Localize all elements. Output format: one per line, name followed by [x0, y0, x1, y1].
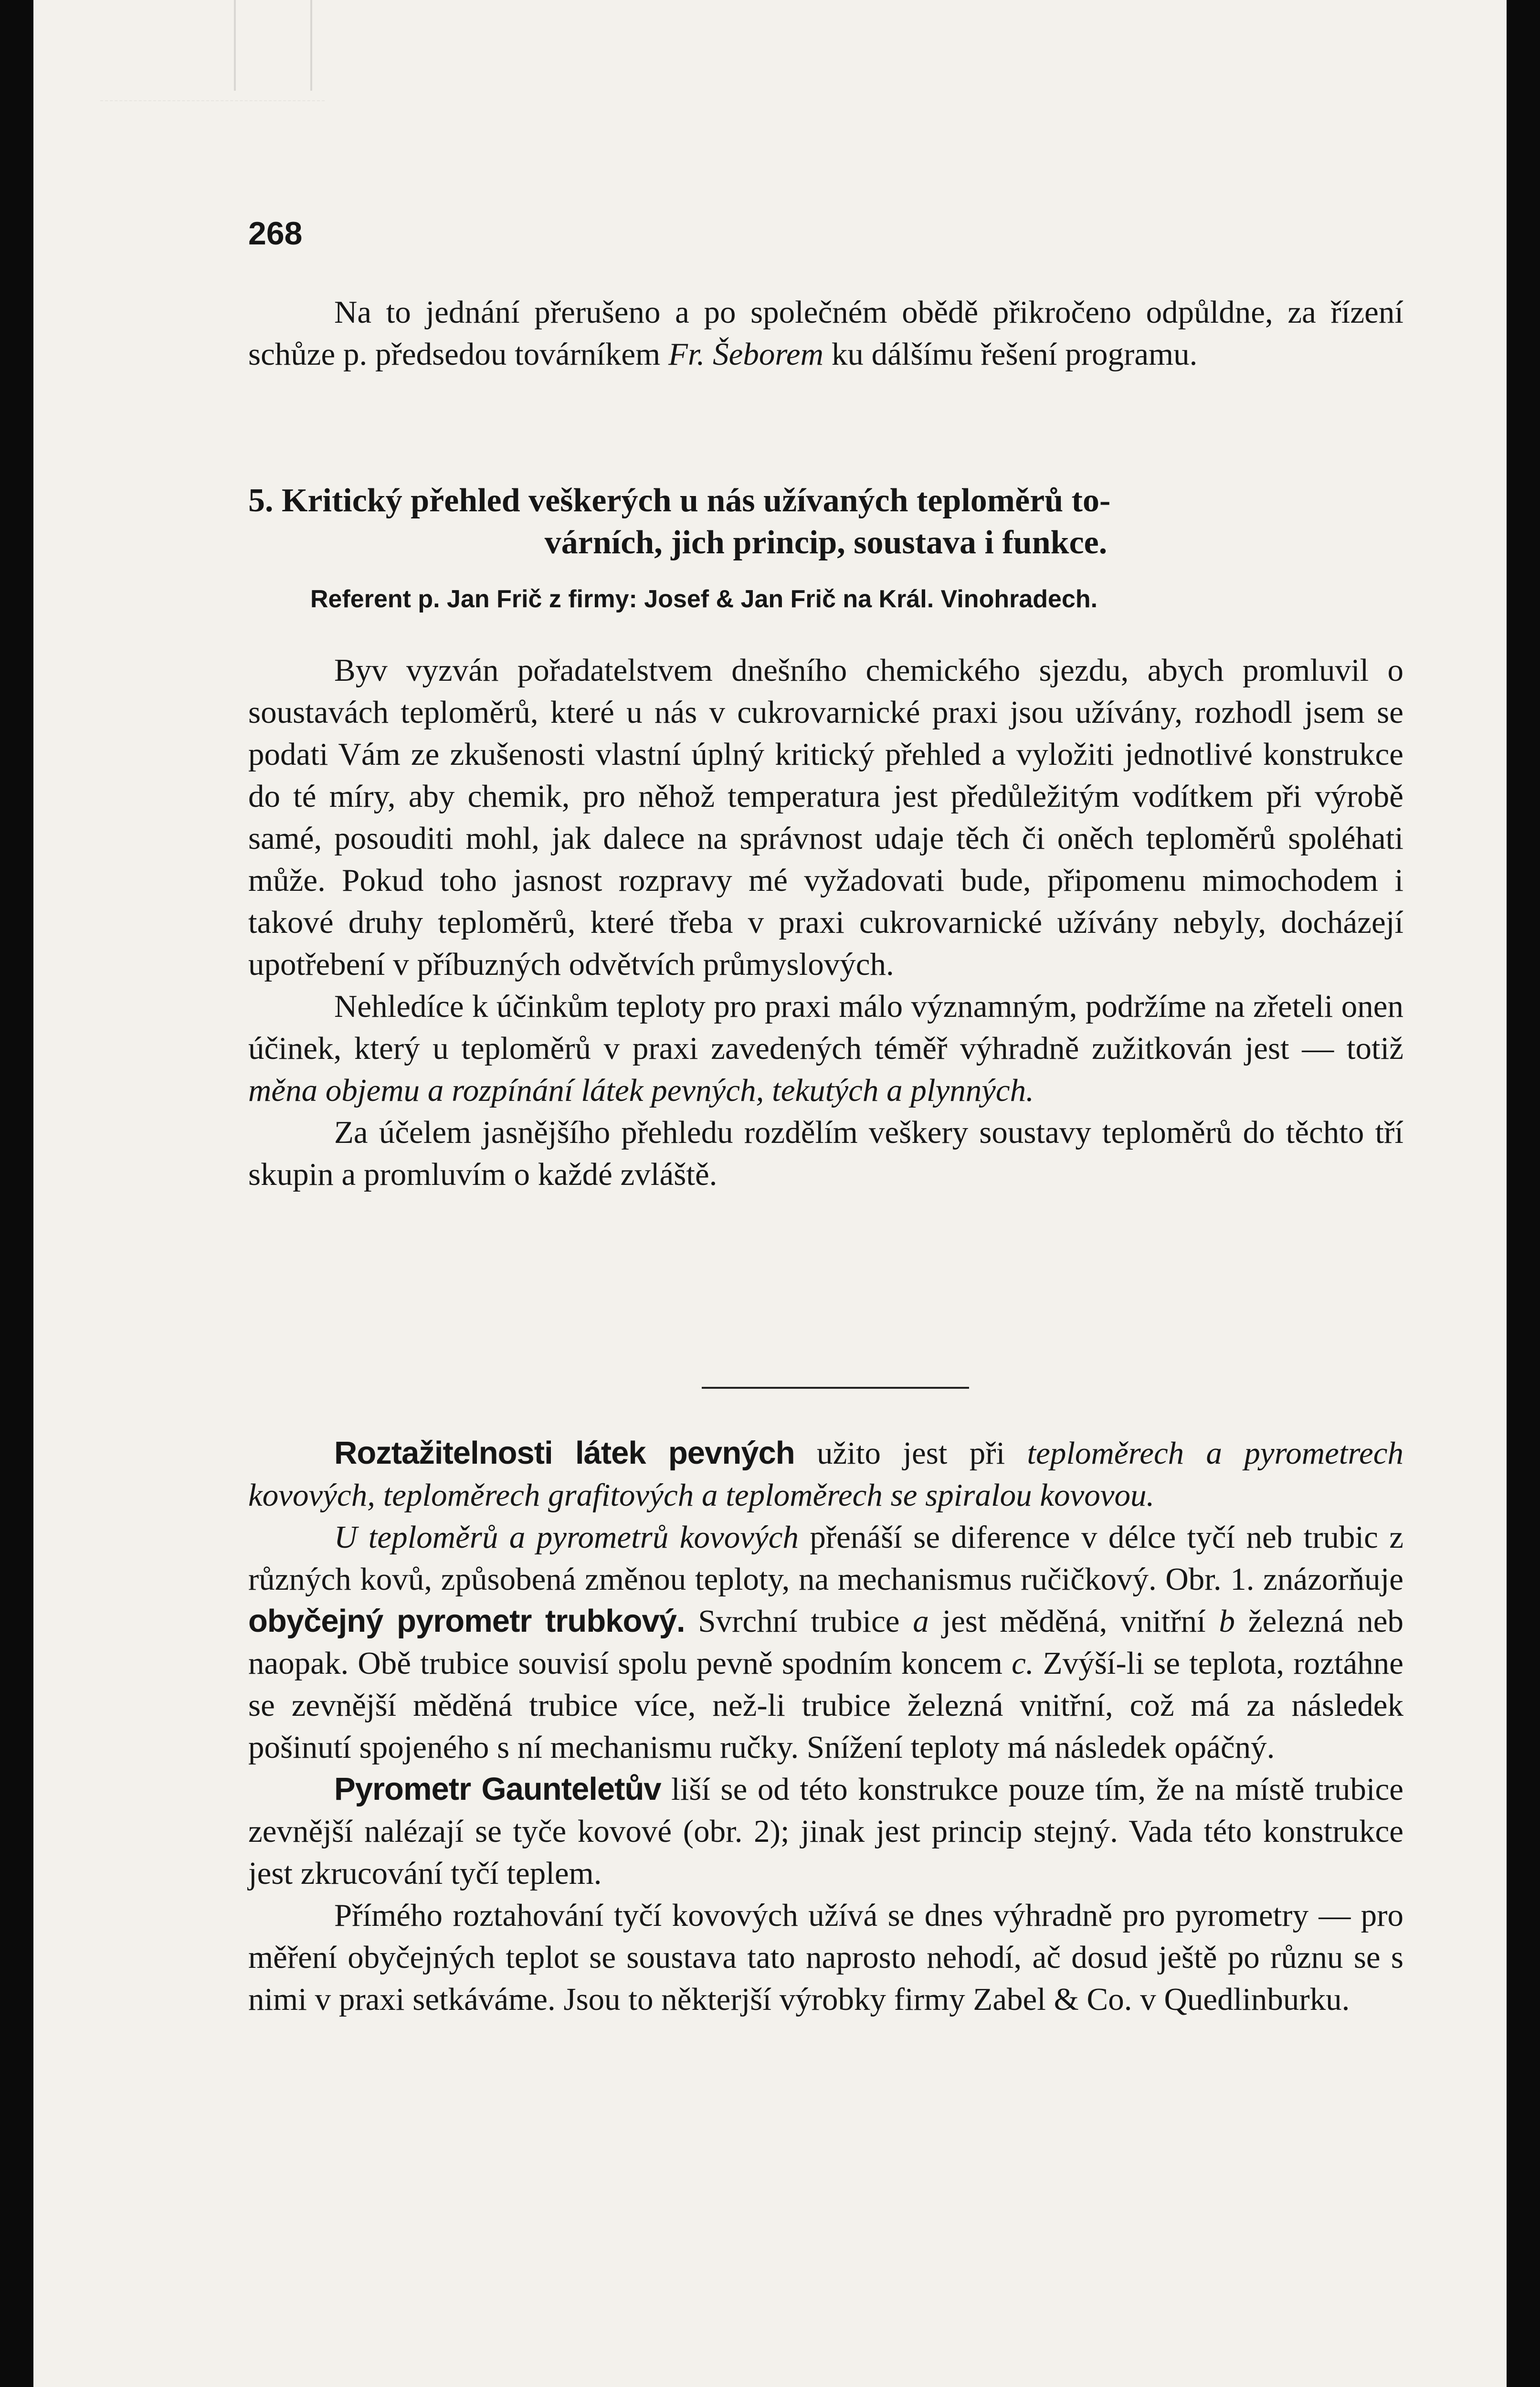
paragraph-2	[248, 985, 1403, 1111]
solids-p2-text-b: Svrchní trubice	[685, 1604, 913, 1639]
intro-name: Fr. Šeborem	[668, 337, 824, 372]
solids-p2-text-a: přenáší se diference v délce tyčí neb trubic z různých kovů, způsobená změnou teploty, na mechanismus ručičkový. Obr. 1. znázorňuje	[248, 1520, 1404, 1597]
heading-line-1: 5. Kritický přehled veškerých u nás užívaných teploměrů to-	[248, 482, 1111, 519]
paragraph-3: Za účelem jasnějšího přehledu rozdělím veškery soustavy teploměrů do těchto tří skupin a promluvím o každé zvláště.	[248, 1115, 1403, 1192]
solids-italic-list: teploměrech a pyrometrech kovových, teploměrech grafitových a teploměrech se spiralou kovovou.	[248, 1436, 1404, 1513]
var-a: a	[913, 1604, 929, 1639]
solids-paragraph-1	[248, 1432, 1403, 1516]
solids-p3-text: liší se od této konstrukce pouze tím, že na místě trubice zevnější nalézají se tyče kovové (obr. 2); jinak jest princip stejný. Vada této konstrukce jest zkrucování tyčí teplem.	[248, 1772, 1403, 1891]
heading-line-2: várních, jich princip, soustava i funkce.	[544, 524, 1108, 561]
page-number: 268	[248, 215, 303, 252]
paragraph-2-italic: měna objemu a rozpínání látek pevných, tekutých a plynných.	[248, 1073, 1034, 1108]
metal-thermometers-term: U teploměrů a pyrometrů kovových	[334, 1520, 799, 1555]
solids-section	[248, 1432, 1403, 2020]
intro-text-end: ku dálšímu řešení programu.	[823, 337, 1198, 372]
solids-paragraph-3	[248, 1768, 1403, 1894]
intro-paragraph	[248, 291, 1403, 375]
tube-pyrometer-term: obyčejný pyrometr trubkový.	[248, 1603, 685, 1639]
section-separator	[702, 1387, 969, 1389]
solids-paragraph-4: Přímého roztahování tyčí kovových užívá se dnes výhradně pro pyrometry — pro měření obyčejných teplot se soustava tato naprosto nehodí, ač dosud ještě po různu se s nimi v praxi setkáváme. Jsou to některjší výrobky firmy Zabel & Co. v Quedlinburku.	[248, 1898, 1403, 2017]
gauntlet-pyrometer-term: Pyrometr Gaunteletův	[334, 1771, 661, 1807]
main-body	[248, 649, 1403, 1195]
solids-text-a: užito jest při	[794, 1436, 1027, 1471]
var-c: c.	[1012, 1646, 1034, 1681]
paragraph-1: Byv vyzván pořadatelstvem dnešního chemického sjezdu, abych promluvil o soustavách teploměrů, které u nás v cukrovarnické praxi jsou užívány, rozhodl jsem se podati Vám ze zkušenosti vlastní úplný kritický přehled a vyložiti jednotlivé konstrukce do té míry, aby chemik, pro něhož temperatura jest předůležitým vodítkem při výrobě samé, posouditi mohl, jak dalece na správnost udaje těch či oněch teploměrů spoléhati může. Pokud toho jasnost rozpravy mé vyžadovati bude, připomenu mimochodem i takové druhy teploměrů, které třeba v praxi cukrovarnické užívány nebyly, docházejí upotřebení v příbuzných odvětvích průmyslových.	[248, 653, 1403, 982]
var-b: b	[1219, 1604, 1235, 1639]
solids-p2-text-d: železná neb naopak. Obě trubice souvisí spolu pevně spodním koncem	[248, 1604, 1404, 1681]
referent-line: Referent p. Jan Frič z firmy: Josef & Jan Frič na Král. Vinohradech.	[310, 585, 1098, 613]
solids-p2-text-c: jest měděná, vnitřní	[928, 1604, 1219, 1639]
section-heading	[248, 480, 1403, 564]
intro-text: Na to jednání přerušeno a po společném obědě přikročeno odpůldne, za řízení schůze p. předsedou továrníkem	[248, 295, 1403, 372]
scan-artifact	[100, 0, 325, 101]
solids-p2-text-e: Zvýší-li se teplota, roztáhne se zevnější měděná trubice více, než-li trubice železná vnitřní, což má za následek pošinutí spojeného s ní mechanismu ručky. Snížení teploty má následek opáčný.	[248, 1646, 1403, 1765]
solids-paragraph-2	[248, 1516, 1403, 1768]
document-page	[33, 0, 1507, 2387]
solids-term: Roztažitelnosti látek pevných	[334, 1435, 795, 1471]
paragraph-2-text: Nehledíce k účinkům teploty pro praxi málo významným, podržíme na zřeteli onen účinek, který u teploměrů v praxi zavedených téměř výhradně zužitkován jest — totiž	[248, 989, 1403, 1066]
